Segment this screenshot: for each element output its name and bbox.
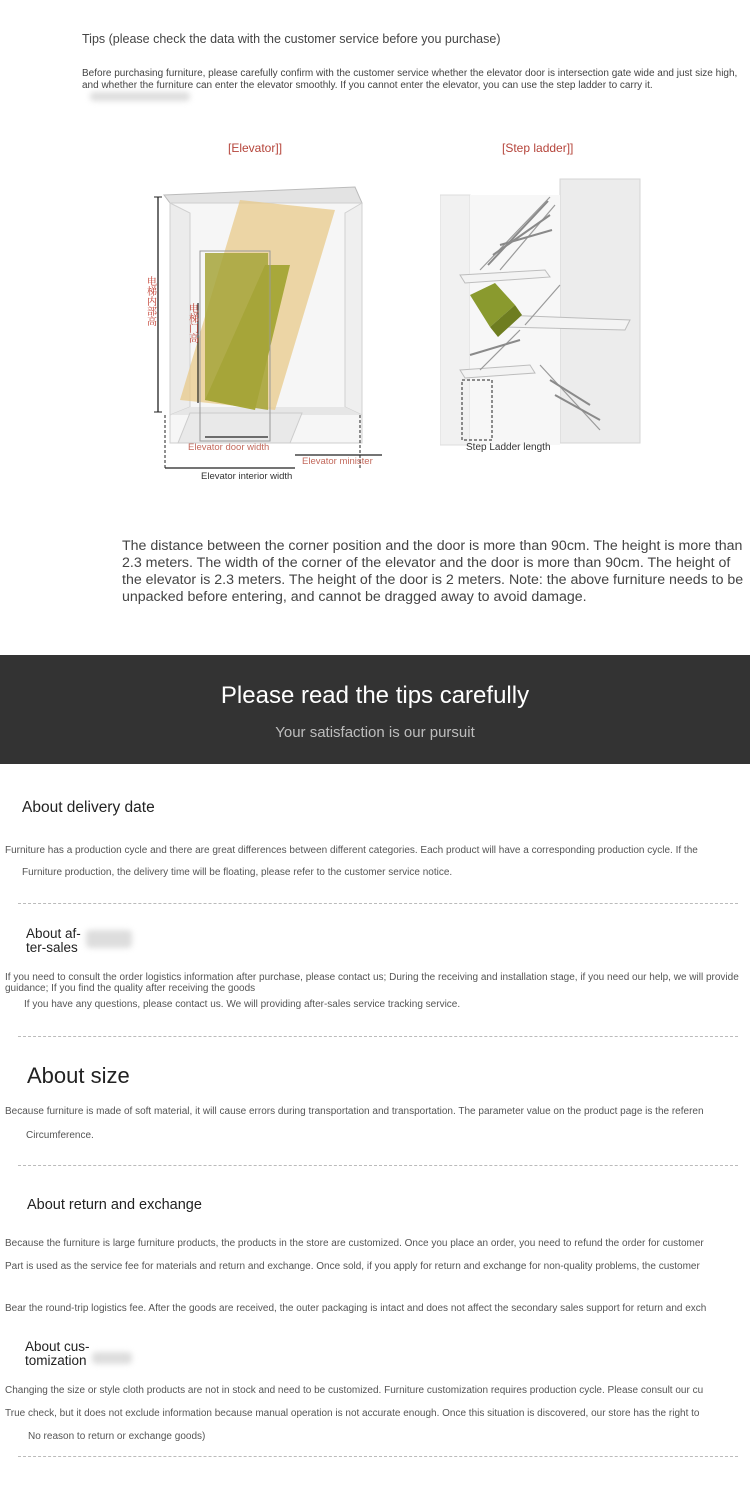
blur-smudge <box>86 930 132 948</box>
elevator-door-height-label: 电梯门高 <box>189 304 199 345</box>
delivery-line-2: Furniture production, the delivery time will be floating, please refer to the customer service notice. <box>22 867 453 878</box>
section-divider <box>18 1036 738 1037</box>
return-line-2: Part is used as the service fee for materials and return and exchange. Once sold, if you apply for return and exchange for non-quality problems, the customer <box>5 1261 700 1272</box>
elevator-inner-height-label: 电梯内部高 <box>147 277 157 328</box>
return-line-1: Because the furniture is large furniture products, the products in the store are customized. Once you place an order, you need to refund the order for customer <box>5 1238 704 1249</box>
section-divider <box>18 1456 738 1457</box>
size-line-1: Because furniture is made of soft material, it will cause errors during transportation and transportation. The parameter value on the product page is the referen <box>5 1106 704 1117</box>
step-ladder-length-label: Step Ladder length <box>466 442 551 453</box>
customization-heading: About cus-tomization <box>25 1339 90 1368</box>
section-divider <box>18 903 738 904</box>
return-line-3: Bear the round-trip logistics fee. After the goods are received, the outer packaging is intact and does not affect the secondary sales support for return and exch <box>5 1303 707 1314</box>
delivery-line-1: Furniture has a production cycle and there are great differences between different categories. Each product will have a corresponding production cycle. If the <box>5 845 698 856</box>
tips-body: Before purchasing furniture, please carefully confirm with the customer service whether the elevator door is intersection gate wide and just size high, and whether the furniture can enter the elevator smoothly. If you cannot enter the elevator, you can use the step ladder to carry it. <box>82 68 738 91</box>
aftersales-heading: About af-ter-sales <box>26 926 81 955</box>
elevator-door-width-label: Elevator door width <box>188 442 270 453</box>
aftersales-line-2: If you have any questions, please contact us. We will providing after-sales service tracking service. <box>24 999 461 1010</box>
elevator-interior-width-label: Elevator interior width <box>201 471 293 482</box>
elevator-illustration <box>150 175 390 485</box>
aftersales-line-1: If you need to consult the order logistics information after purchase, please contact us; During the receiving and installation stage, if you need our help, we will provide guidance; If you find the quality after receiving the goods <box>5 972 739 994</box>
customization-line-2: True check, but it does not exclude information because manual operation is not accurate enough. Once this situation is discovered, our store has the right to <box>5 1408 700 1419</box>
blur-smudge <box>92 1352 132 1364</box>
return-heading: About return and exchange <box>27 1197 202 1213</box>
distance-note: The distance between the corner position and the door is more than 90cm. The height is more than 2.3 meters. The width of the corner of the elevator and the door is more than 90cm. The height of the elevator is 2.3 meters. The height of the door is 2 meters. Note: the above furniture needs to be unpacked before entering, and cannot be dragged away to avoid damage. <box>122 538 744 605</box>
staircase-illustration <box>440 175 645 450</box>
size-line-2: Circumference. <box>26 1130 94 1141</box>
elevator-title: [Elevator]] <box>228 141 283 155</box>
banner-subtitle: Your satisfaction is our pursuit <box>275 724 475 741</box>
banner-title: Please read the tips carefully <box>220 682 530 709</box>
customization-line-3: No reason to return or exchange goods) <box>28 1431 206 1442</box>
tips-title: Tips (please check the data with the customer service before you purchase) <box>82 32 501 46</box>
ladder-title: [Step ladder]] <box>502 141 574 155</box>
blur-smudge <box>90 92 190 101</box>
elevator-minister-label: Elevator minister <box>302 456 373 467</box>
size-heading: About size <box>27 1063 130 1088</box>
delivery-heading: About delivery date <box>22 799 155 816</box>
section-divider <box>18 1165 738 1166</box>
customization-line-1: Changing the size or style cloth products are not in stock and need to be customized. Furniture customization requires production cycle. Please consult our cu <box>5 1385 704 1396</box>
